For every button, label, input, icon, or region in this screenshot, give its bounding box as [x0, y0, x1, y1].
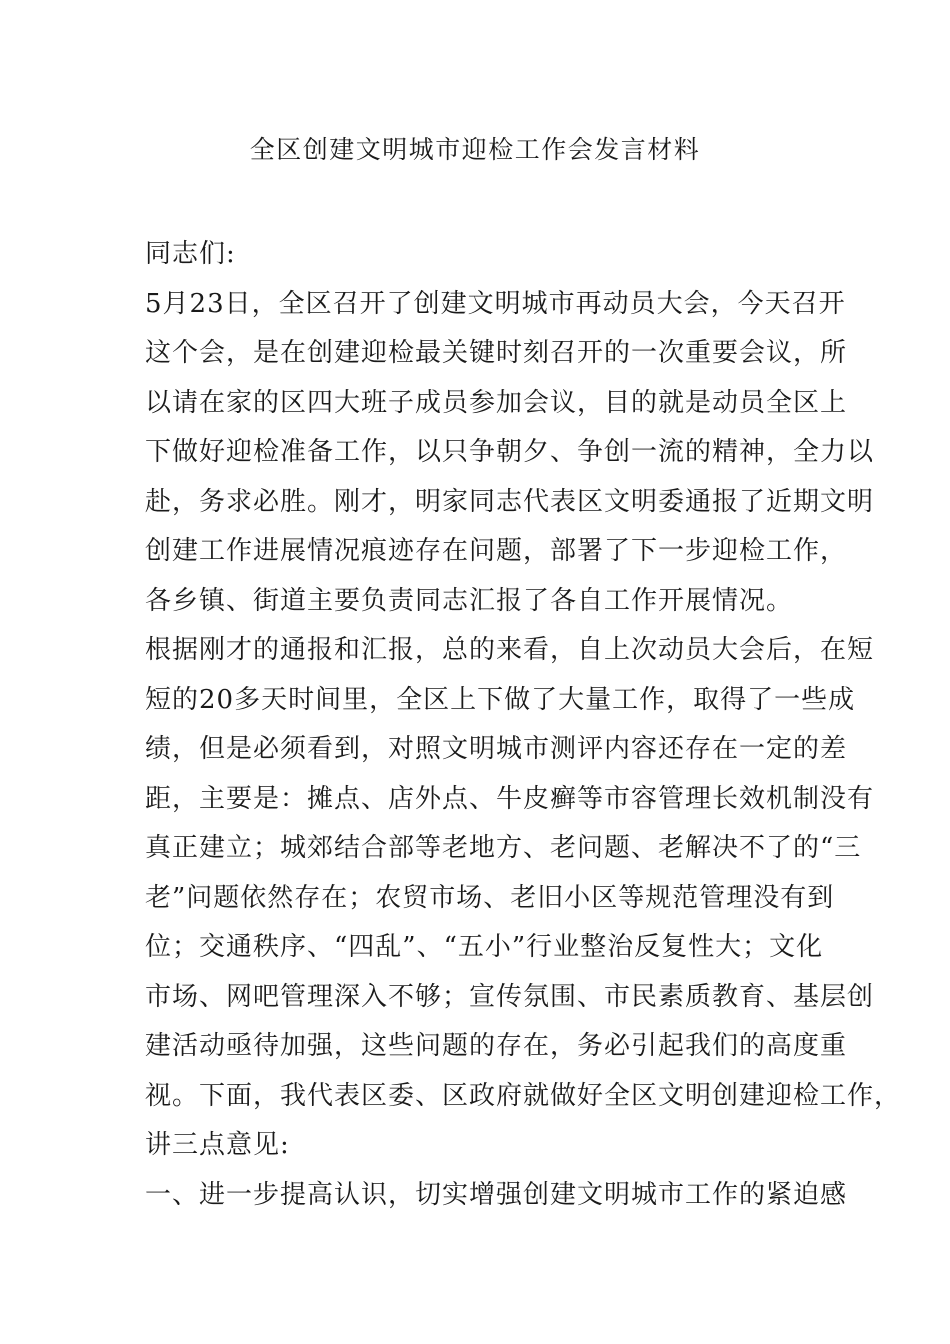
- document-title: 全区创建文明城市迎检工作会发言材料: [249, 135, 701, 164]
- section-heading: 一、进一步提高认识，切实增强创建文明城市工作的紧迫感: [145, 1179, 848, 1210]
- body-line: 真正建立；城郊结合部等老地方、老问题、老解决不了的“三: [145, 833, 862, 863]
- body-line: 5月23日，全区召开了创建文明城市再动员大会，今天召开: [145, 288, 846, 319]
- body-line: 距，主要是：摊点、店外点、牛皮癣等市容管理长效机制没有: [145, 783, 875, 814]
- body-line: 以请在家的区四大班子成员参加会议，目的就是动员全区上: [145, 387, 848, 418]
- body-line: 各乡镇、街道主要负责同志汇报了各自工作开展情况。: [145, 585, 794, 616]
- document-body: [145, 230, 902, 1220]
- body-line: 下做好迎检准备工作，以只争朝夕、争创一流的精神，全力以: [145, 437, 875, 467]
- body-line: 建活动亟待加强，这些问题的存在，务必引起我们的高度重: [145, 1031, 848, 1061]
- body-line: 市场、网吧管理深入不够；宣传氛围、市民素质教育、基层创: [145, 981, 875, 1012]
- body-line: 位；交通秩序、“四乱”、“五小”行业整治反复性大；文化: [145, 932, 824, 962]
- body-line: 视。下面，我代表区委、区政府就做好全区文明创建迎检工作，: [145, 1080, 902, 1111]
- body-line: 创建工作进展情况痕迹存在问题，部署了下一步迎检工作，: [145, 536, 848, 566]
- salutation-line: 同志们:: [145, 239, 236, 269]
- body-line: 讲三点意见:: [145, 1130, 290, 1160]
- body-line: 赴，务求必胜。刚才，明家同志代表区文明委通报了近期文明: [145, 486, 875, 517]
- body-line: 这个会，是在创建迎检最关键时刻召开的一次重要会议，所: [145, 338, 848, 368]
- body-line: 短的20多天时间里，全区上下做了大量工作，取得了一些成: [145, 684, 856, 715]
- body-line: 根据刚才的通报和汇报，总的来看，自上次动员大会后，在短: [145, 635, 875, 665]
- body-line: 老”问题依然存在；农贸市场、老旧小区等规范管理没有到: [145, 882, 835, 913]
- body-line: 绩，但是必须看到，对照文明城市测评内容还存在一定的差: [145, 734, 848, 764]
